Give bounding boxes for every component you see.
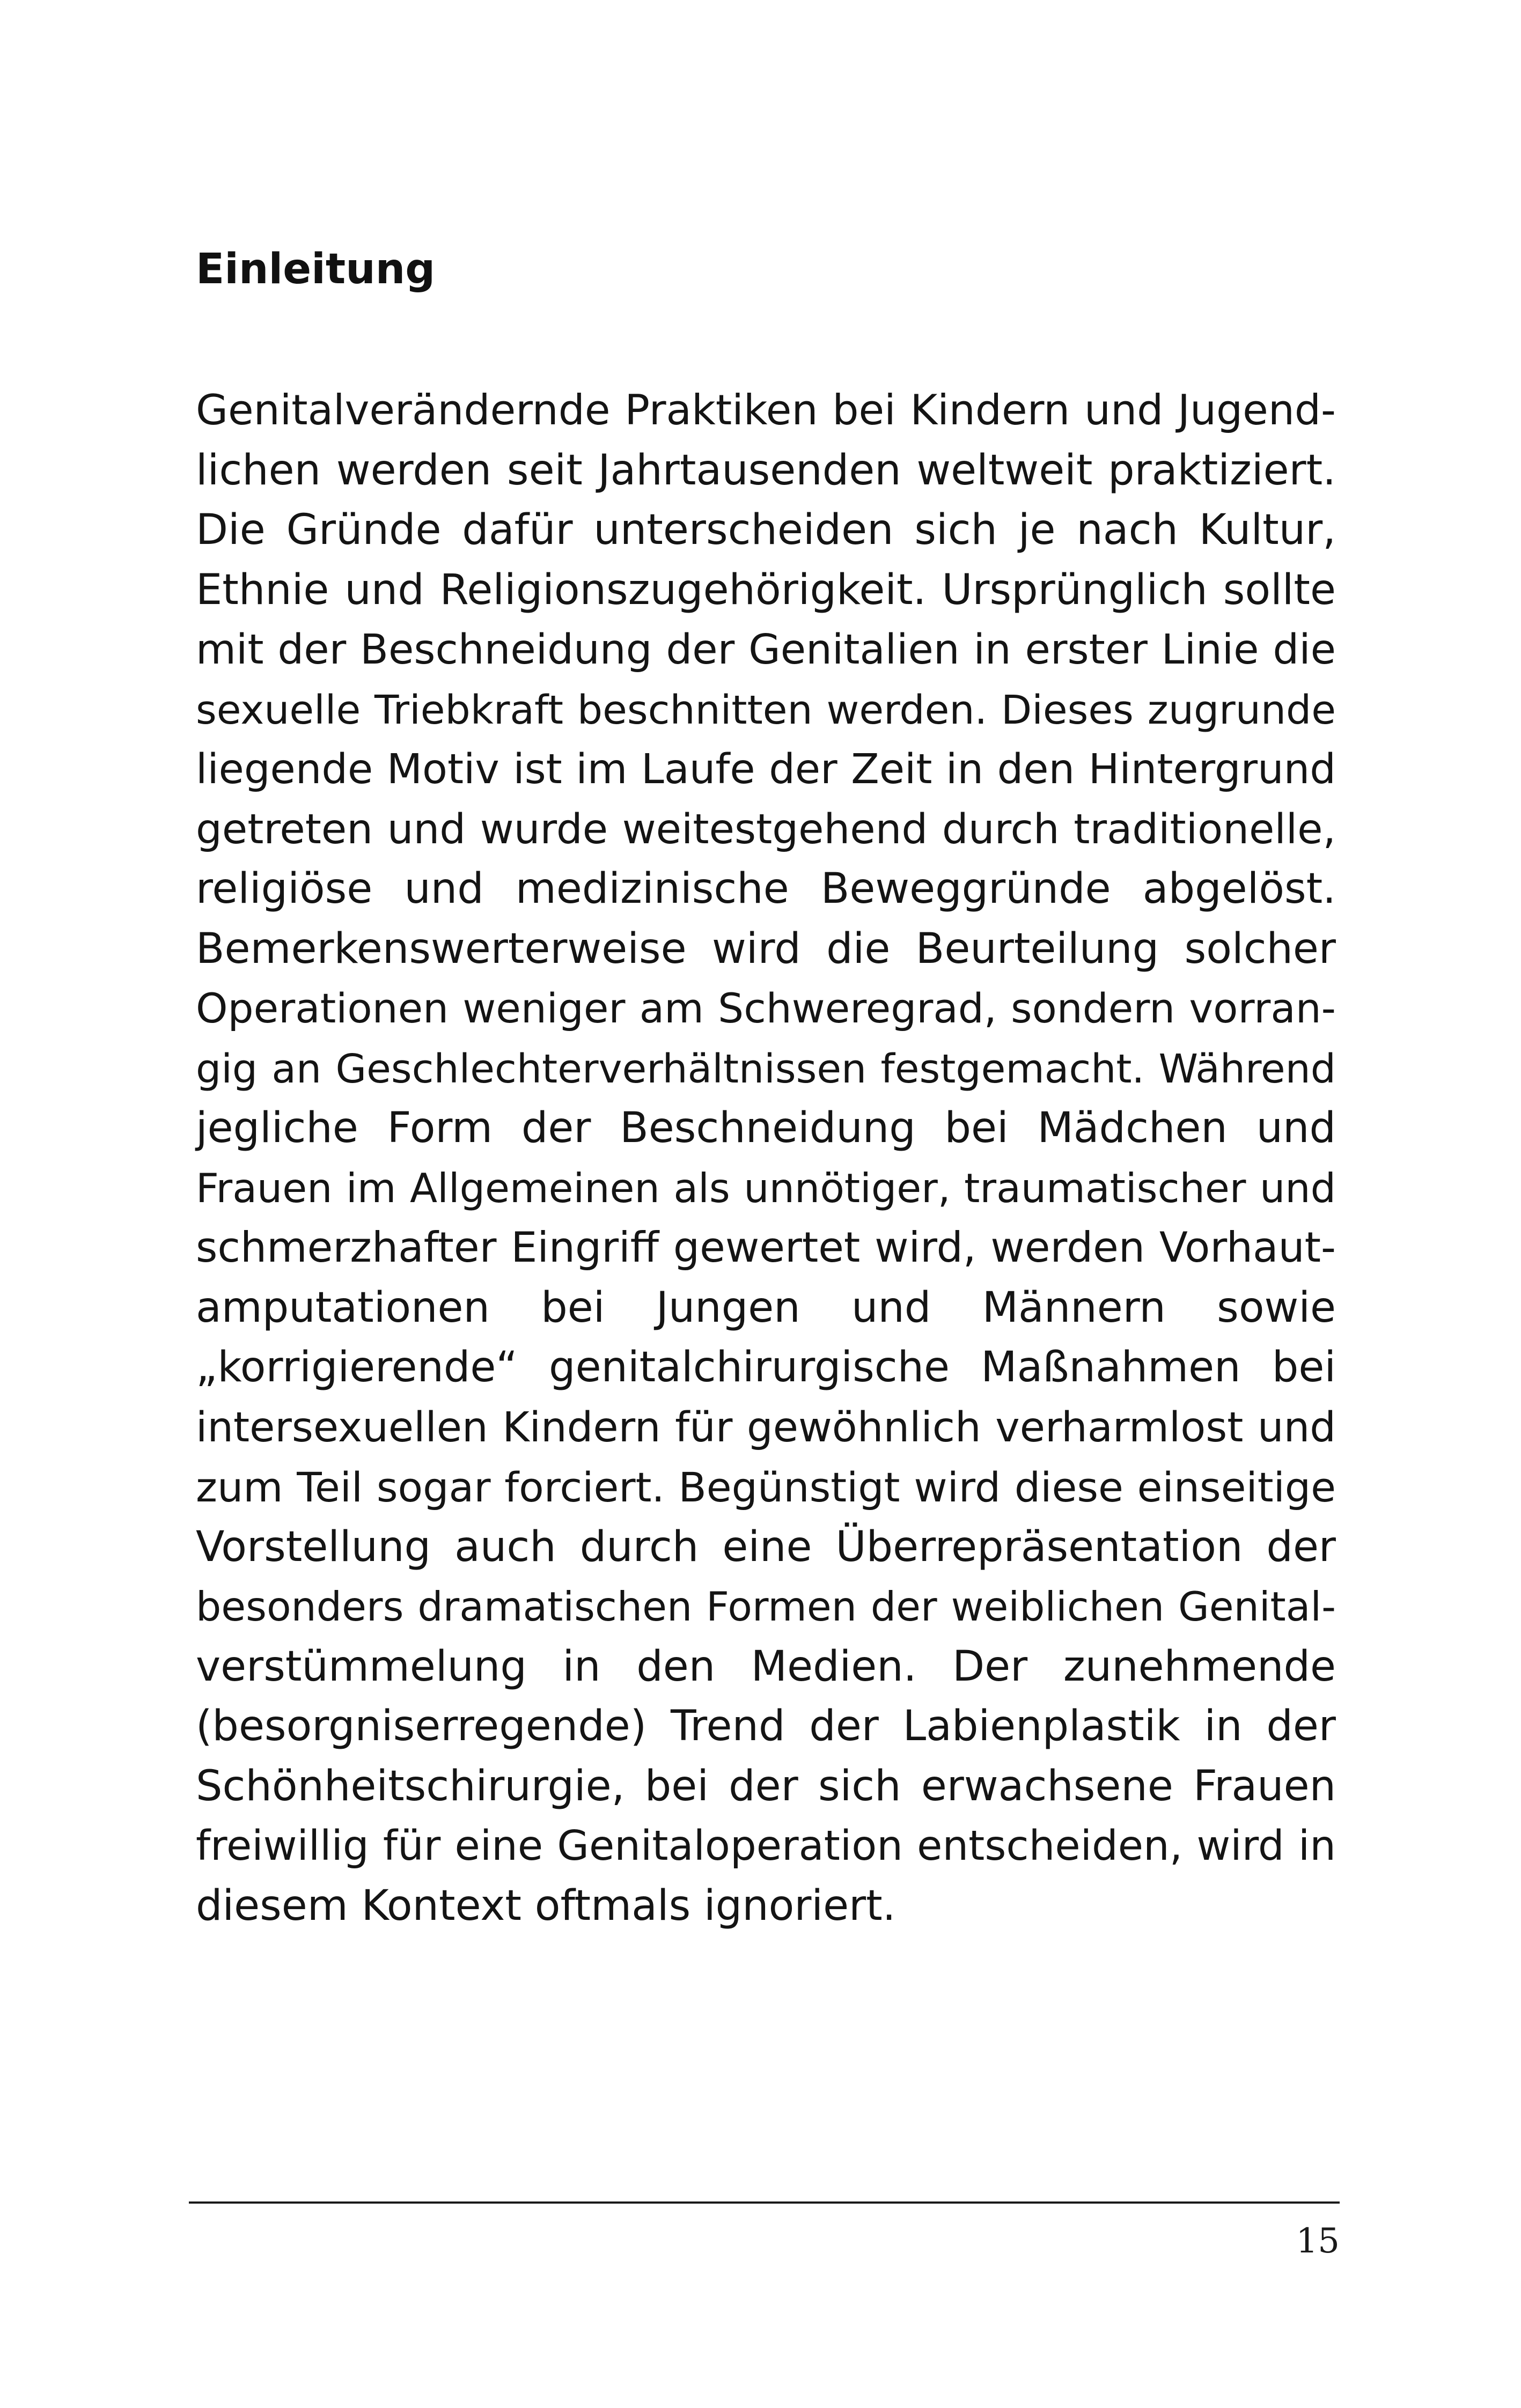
- paragraph-line: Genitalverändernde Praktiken bei Kindern und Jugend-: [196, 386, 1336, 435]
- paragraph-line: getreten und wurde weitestgehend durch traditionelle,: [196, 805, 1336, 853]
- paragraph-line: Ethnie und Religionszugehörigkeit. Ursprünglich sollte: [196, 565, 1336, 614]
- paragraph-line: schmerzhafter Eingriff gewertet wird, werden Vorhaut-: [196, 1224, 1336, 1272]
- paragraph-line: lichen werden seit Jahrtausenden weltweit praktiziert.: [196, 446, 1336, 495]
- paragraph-line: freiwillig für eine Genitaloperation entscheiden, wird in: [196, 1822, 1336, 1870]
- paragraph-line: Frauen im Allgemeinen als unnötiger, traumatischer und: [196, 1165, 1336, 1212]
- paragraph-line: „korrigierende“ genitalchirurgische Maßnahmen bei: [196, 1343, 1336, 1391]
- paragraph-line: diesem Kontext oftmals ignoriert.: [196, 1881, 896, 1930]
- paragraph-line: verstümmelung in den Medien. Der zunehmende: [196, 1642, 1336, 1691]
- footer-divider: [189, 2201, 1340, 2204]
- paragraph-line: liegende Motiv ist im Laufe der Zeit in den Hintergrund: [196, 746, 1336, 793]
- paragraph-line: mit der Beschneidung der Genitalien in erster Linie die: [196, 626, 1336, 674]
- chapter-heading: Einleitung: [196, 245, 436, 293]
- paragraph-line: amputationen bei Jungen und Männern sowie: [196, 1283, 1336, 1332]
- paragraph-line: Operationen weniger am Schweregrad, sondern vorran-: [196, 985, 1336, 1032]
- paragraph-line: Vorstellung auch durch eine Überrepräsentation der: [196, 1522, 1336, 1571]
- paragraph-line: Schönheitschirurgie, bei der sich erwachsene Frauen: [196, 1762, 1336, 1810]
- paragraph-line: besonders dramatischen Formen der weiblichen Genital-: [196, 1584, 1336, 1630]
- paragraph-line: intersexuellen Kindern für gewöhnlich verharmlost und: [196, 1403, 1336, 1452]
- body-paragraph: [196, 381, 1336, 1936]
- paragraph-line: sexuelle Triebkraft beschnitten werden. Dieses zugrunde: [196, 686, 1336, 733]
- paragraph-line: Die Gründe dafür unterscheiden sich je nach Kultur,: [196, 506, 1336, 554]
- paragraph-line: gig an Geschlechterverhältnissen festgemacht. Während: [196, 1045, 1336, 1092]
- paragraph-line: Bemerkenswerterweise wird die Beurteilung solcher: [196, 924, 1336, 973]
- paragraph-line: jegliche Form der Beschneidung bei Mädchen und: [196, 1104, 1336, 1152]
- paragraph-line: zum Teil sogar forciert. Begünstigt wird diese einseitige: [196, 1463, 1336, 1511]
- paragraph-line: (besorgniserregende) Trend der Labienplastik in der: [196, 1702, 1336, 1750]
- paragraph-line: religiöse und medizinische Beweggründe abgelöst.: [196, 865, 1336, 913]
- page-number: 15: [1296, 2221, 1340, 2261]
